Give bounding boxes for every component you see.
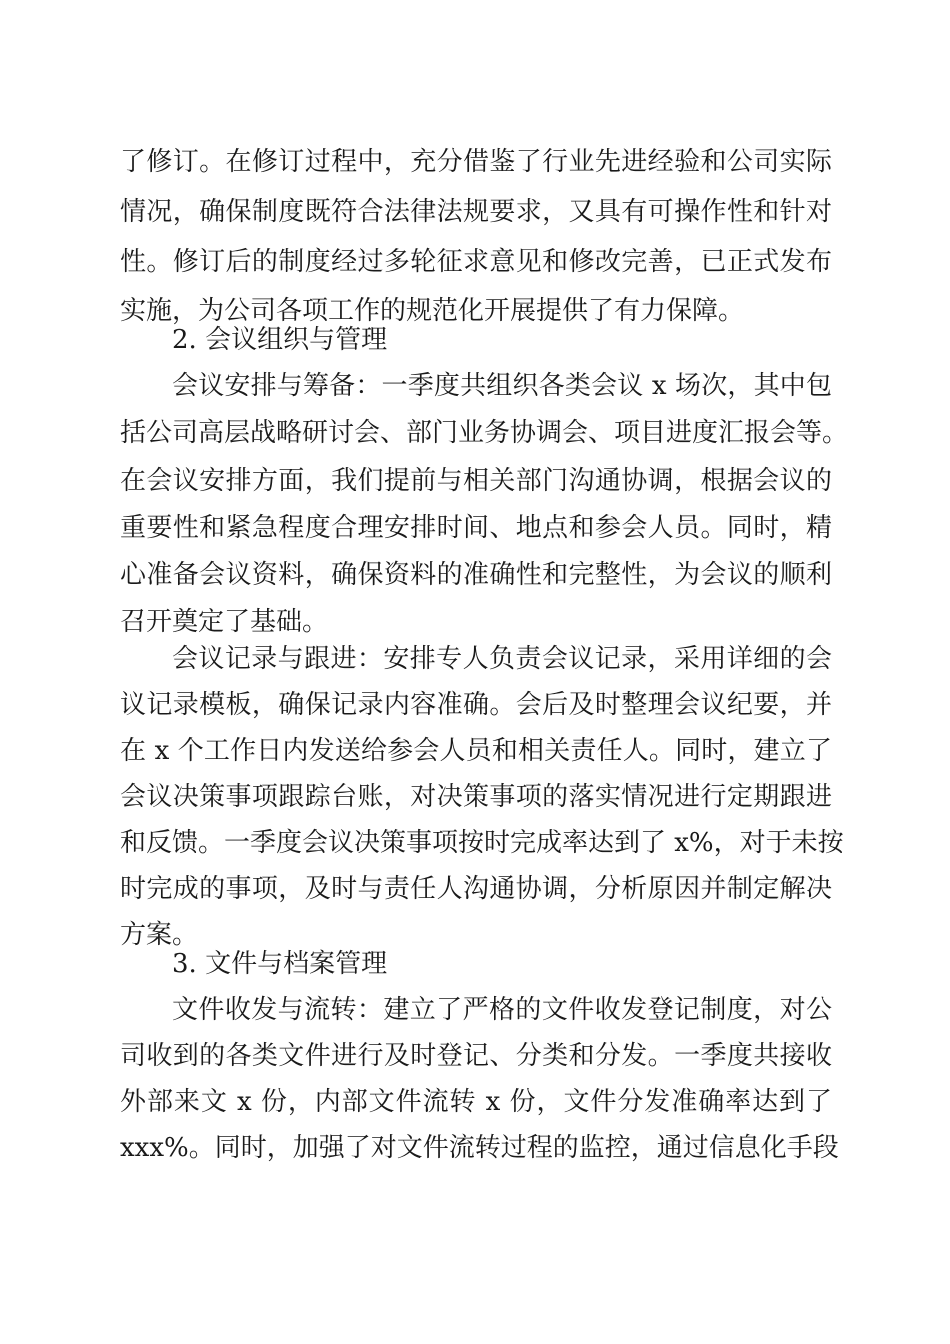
paragraph-line: 了修订。在修订过程中，充分借鉴了行业先进经验和公司实际 — [120, 147, 832, 177]
paragraph-line: 和反馈。一季度会议决策事项按时完成率达到了 x%，对于未按 — [120, 828, 844, 858]
paragraph-line: 在 x 个工作日内发送给参会人员和相关责任人。同时，建立了 — [120, 736, 832, 766]
paragraph-line: 性。修订后的制度经过多轮征求意见和修改完善，已正式发布 — [120, 247, 832, 277]
paragraph-line: 会议安排与筹备：一季度共组织各类会议 x 场次，其中包 — [172, 371, 832, 401]
paragraph-line: 情况，确保制度既符合法律法规要求，又具有可操作性和针对 — [120, 197, 832, 227]
paragraph-line: 召开奠定了基础。 — [120, 607, 329, 637]
paragraph-line: 司收到的各类文件进行及时登记、分类和分发。一季度共接收 — [120, 1041, 832, 1071]
section-heading-documents: 3. 文件与档案管理 — [172, 949, 388, 979]
paragraph-line: 在会议安排方面，我们提前与相关部门沟通协调，根据会议的 — [120, 466, 832, 496]
paragraph-line: 时完成的事项，及时与责任人沟通协调，分析原因并制定解决 — [120, 874, 832, 904]
paragraph-line: 实施，为公司各项工作的规范化开展提供了有力保障。 — [120, 296, 745, 326]
paragraph-line: 方案。 — [120, 920, 199, 950]
paragraph-line: 议记录模板，确保记录内容准确。会后及时整理会议纪要，并 — [120, 690, 832, 720]
paragraph-line: 重要性和紧急程度合理安排时间、地点和参会人员。同时，精 — [120, 513, 832, 543]
paragraph-line: 会议决策事项跟踪台账，对决策事项的落实情况进行定期跟进 — [120, 782, 832, 812]
paragraph-line: 文件收发与流转：建立了严格的文件收发登记制度，对公 — [172, 995, 832, 1025]
paragraph-line: 括公司高层战略研讨会、部门业务协调会、项目进度汇报会等。 — [120, 418, 849, 448]
section-heading-meetings: 2. 会议组织与管理 — [172, 325, 388, 355]
paragraph-line: 会议记录与跟进：安排专人负责会议记录，采用详细的会 — [172, 644, 832, 674]
paragraph-line: 外部来文 x 份，内部文件流转 x 份，文件分发准确率达到了 — [120, 1087, 832, 1117]
paragraph-line: xxx%。同时，加强了对文件流转过程的监控，通过信息化手段 — [120, 1133, 839, 1163]
paragraph-line: 心准备会议资料，确保资料的准确性和完整性，为会议的顺利 — [120, 560, 832, 590]
